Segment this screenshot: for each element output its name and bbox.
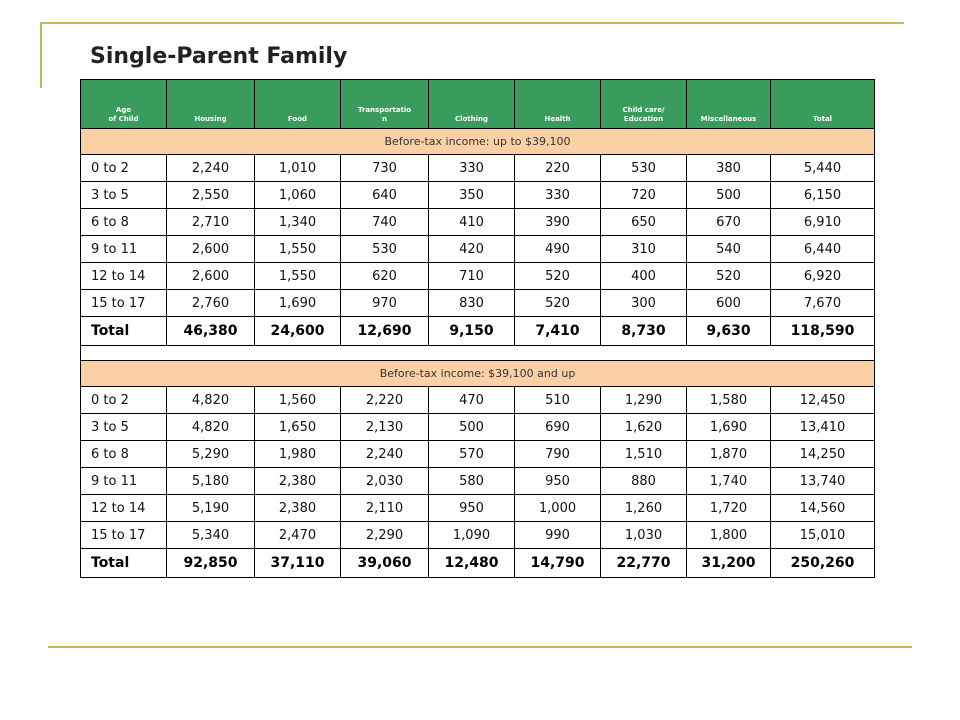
value-cell: 1,800 bbox=[687, 522, 771, 549]
value-cell: 520 bbox=[687, 263, 771, 290]
value-cell: 500 bbox=[429, 414, 515, 441]
value-cell: 2,220 bbox=[341, 387, 429, 414]
page-title: Single-Parent Family bbox=[90, 44, 348, 69]
value-cell: 350 bbox=[429, 182, 515, 209]
value-cell: 330 bbox=[429, 155, 515, 182]
value-cell: 540 bbox=[687, 236, 771, 263]
total-cell: 37,110 bbox=[255, 549, 341, 578]
value-cell: 14,250 bbox=[771, 441, 875, 468]
value-cell: 720 bbox=[601, 182, 687, 209]
value-cell: 5,340 bbox=[167, 522, 255, 549]
total-cell: 46,380 bbox=[167, 317, 255, 346]
value-cell: 2,470 bbox=[255, 522, 341, 549]
value-cell: 4,820 bbox=[167, 387, 255, 414]
total-cell: 250,260 bbox=[771, 549, 875, 578]
value-cell: 2,240 bbox=[167, 155, 255, 182]
total-row bbox=[81, 549, 875, 578]
value-cell: 1,290 bbox=[601, 387, 687, 414]
value-cell: 6,150 bbox=[771, 182, 875, 209]
income-band-label: Before-tax income: up to $39,100 bbox=[81, 129, 875, 155]
value-cell: 1,720 bbox=[687, 495, 771, 522]
value-cell: 670 bbox=[687, 209, 771, 236]
table-row bbox=[81, 495, 875, 522]
age-cell: 6 to 8 bbox=[81, 209, 167, 236]
table-row bbox=[81, 414, 875, 441]
age-cell: 15 to 17 bbox=[81, 522, 167, 549]
total-cell: 12,480 bbox=[429, 549, 515, 578]
value-cell: 15,010 bbox=[771, 522, 875, 549]
value-cell: 530 bbox=[601, 155, 687, 182]
value-cell: 5,440 bbox=[771, 155, 875, 182]
value-cell: 510 bbox=[515, 387, 601, 414]
value-cell: 420 bbox=[429, 236, 515, 263]
value-cell: 730 bbox=[341, 155, 429, 182]
value-cell: 2,550 bbox=[167, 182, 255, 209]
value-cell: 490 bbox=[515, 236, 601, 263]
value-cell: 530 bbox=[341, 236, 429, 263]
value-cell: 500 bbox=[687, 182, 771, 209]
column-header: Child care/ Education bbox=[601, 80, 687, 129]
value-cell: 6,910 bbox=[771, 209, 875, 236]
value-cell: 470 bbox=[429, 387, 515, 414]
table-row bbox=[81, 387, 875, 414]
column-header: Miscellaneous bbox=[687, 80, 771, 129]
value-cell: 380 bbox=[687, 155, 771, 182]
income-band-row bbox=[81, 129, 875, 155]
total-cell: 8,730 bbox=[601, 317, 687, 346]
total-cell: 92,850 bbox=[167, 549, 255, 578]
value-cell: 2,290 bbox=[341, 522, 429, 549]
table-row bbox=[81, 182, 875, 209]
table-row bbox=[81, 441, 875, 468]
value-cell: 990 bbox=[515, 522, 601, 549]
value-cell: 1,650 bbox=[255, 414, 341, 441]
income-band-row bbox=[81, 361, 875, 387]
value-cell: 1,690 bbox=[687, 414, 771, 441]
total-cell: 9,150 bbox=[429, 317, 515, 346]
total-cell: 9,630 bbox=[687, 317, 771, 346]
value-cell: 390 bbox=[515, 209, 601, 236]
section-spacer bbox=[81, 346, 875, 361]
table-row bbox=[81, 468, 875, 495]
value-cell: 1,340 bbox=[255, 209, 341, 236]
value-cell: 12,450 bbox=[771, 387, 875, 414]
value-cell: 2,710 bbox=[167, 209, 255, 236]
value-cell: 4,820 bbox=[167, 414, 255, 441]
value-cell: 310 bbox=[601, 236, 687, 263]
age-cell: 12 to 14 bbox=[81, 263, 167, 290]
column-header: Health bbox=[515, 80, 601, 129]
bottom-rule bbox=[48, 646, 912, 648]
column-header: Clothing bbox=[429, 80, 515, 129]
total-cell: 22,770 bbox=[601, 549, 687, 578]
value-cell: 330 bbox=[515, 182, 601, 209]
column-header: Food bbox=[255, 80, 341, 129]
value-cell: 1,740 bbox=[687, 468, 771, 495]
value-cell: 950 bbox=[429, 495, 515, 522]
value-cell: 2,380 bbox=[255, 468, 341, 495]
value-cell: 1,560 bbox=[255, 387, 341, 414]
age-cell: 15 to 17 bbox=[81, 290, 167, 317]
value-cell: 520 bbox=[515, 290, 601, 317]
column-header: Total bbox=[771, 80, 875, 129]
value-cell: 790 bbox=[515, 441, 601, 468]
value-cell: 13,740 bbox=[771, 468, 875, 495]
value-cell: 400 bbox=[601, 263, 687, 290]
value-cell: 410 bbox=[429, 209, 515, 236]
column-header: Housing bbox=[167, 80, 255, 129]
value-cell: 1,060 bbox=[255, 182, 341, 209]
spacer-cell bbox=[81, 346, 875, 361]
total-cell: 31,200 bbox=[687, 549, 771, 578]
value-cell: 5,290 bbox=[167, 441, 255, 468]
value-cell: 1,550 bbox=[255, 263, 341, 290]
value-cell: 2,240 bbox=[341, 441, 429, 468]
left-rule bbox=[40, 22, 42, 88]
value-cell: 1,260 bbox=[601, 495, 687, 522]
age-cell: 0 to 2 bbox=[81, 387, 167, 414]
value-cell: 1,980 bbox=[255, 441, 341, 468]
value-cell: 1,690 bbox=[255, 290, 341, 317]
value-cell: 14,560 bbox=[771, 495, 875, 522]
table-row bbox=[81, 290, 875, 317]
income-band-label: Before-tax income: $39,100 and up bbox=[81, 361, 875, 387]
total-label: Total bbox=[81, 317, 167, 346]
age-cell: 3 to 5 bbox=[81, 182, 167, 209]
value-cell: 1,030 bbox=[601, 522, 687, 549]
value-cell: 710 bbox=[429, 263, 515, 290]
value-cell: 620 bbox=[341, 263, 429, 290]
age-cell: 0 to 2 bbox=[81, 155, 167, 182]
value-cell: 2,130 bbox=[341, 414, 429, 441]
column-header: Transportatio n bbox=[341, 80, 429, 129]
value-cell: 570 bbox=[429, 441, 515, 468]
value-cell: 580 bbox=[429, 468, 515, 495]
value-cell: 1,010 bbox=[255, 155, 341, 182]
value-cell: 950 bbox=[515, 468, 601, 495]
table-row bbox=[81, 522, 875, 549]
value-cell: 2,110 bbox=[341, 495, 429, 522]
value-cell: 1,000 bbox=[515, 495, 601, 522]
total-row bbox=[81, 317, 875, 346]
value-cell: 520 bbox=[515, 263, 601, 290]
value-cell: 2,380 bbox=[255, 495, 341, 522]
value-cell: 1,580 bbox=[687, 387, 771, 414]
table-row bbox=[81, 155, 875, 182]
total-cell: 7,410 bbox=[515, 317, 601, 346]
total-cell: 12,690 bbox=[341, 317, 429, 346]
value-cell: 220 bbox=[515, 155, 601, 182]
value-cell: 690 bbox=[515, 414, 601, 441]
value-cell: 5,180 bbox=[167, 468, 255, 495]
value-cell: 1,510 bbox=[601, 441, 687, 468]
header-row bbox=[81, 80, 875, 129]
age-cell: 9 to 11 bbox=[81, 236, 167, 263]
top-rule bbox=[40, 22, 904, 24]
table-row bbox=[81, 209, 875, 236]
value-cell: 2,030 bbox=[341, 468, 429, 495]
value-cell: 300 bbox=[601, 290, 687, 317]
value-cell: 1,870 bbox=[687, 441, 771, 468]
value-cell: 830 bbox=[429, 290, 515, 317]
value-cell: 640 bbox=[341, 182, 429, 209]
column-header: Age of Child bbox=[81, 80, 167, 129]
total-label: Total bbox=[81, 549, 167, 578]
total-cell: 118,590 bbox=[771, 317, 875, 346]
expense-table bbox=[80, 79, 875, 578]
value-cell: 970 bbox=[341, 290, 429, 317]
value-cell: 740 bbox=[341, 209, 429, 236]
value-cell: 6,440 bbox=[771, 236, 875, 263]
age-cell: 9 to 11 bbox=[81, 468, 167, 495]
table-row bbox=[81, 263, 875, 290]
age-cell: 6 to 8 bbox=[81, 441, 167, 468]
table-row bbox=[81, 236, 875, 263]
value-cell: 7,670 bbox=[771, 290, 875, 317]
age-cell: 12 to 14 bbox=[81, 495, 167, 522]
age-cell: 3 to 5 bbox=[81, 414, 167, 441]
value-cell: 650 bbox=[601, 209, 687, 236]
value-cell: 2,760 bbox=[167, 290, 255, 317]
value-cell: 5,190 bbox=[167, 495, 255, 522]
total-cell: 24,600 bbox=[255, 317, 341, 346]
value-cell: 6,920 bbox=[771, 263, 875, 290]
value-cell: 600 bbox=[687, 290, 771, 317]
total-cell: 39,060 bbox=[341, 549, 429, 578]
value-cell: 2,600 bbox=[167, 236, 255, 263]
value-cell: 2,600 bbox=[167, 263, 255, 290]
value-cell: 1,090 bbox=[429, 522, 515, 549]
total-cell: 14,790 bbox=[515, 549, 601, 578]
value-cell: 1,550 bbox=[255, 236, 341, 263]
value-cell: 880 bbox=[601, 468, 687, 495]
value-cell: 13,410 bbox=[771, 414, 875, 441]
value-cell: 1,620 bbox=[601, 414, 687, 441]
